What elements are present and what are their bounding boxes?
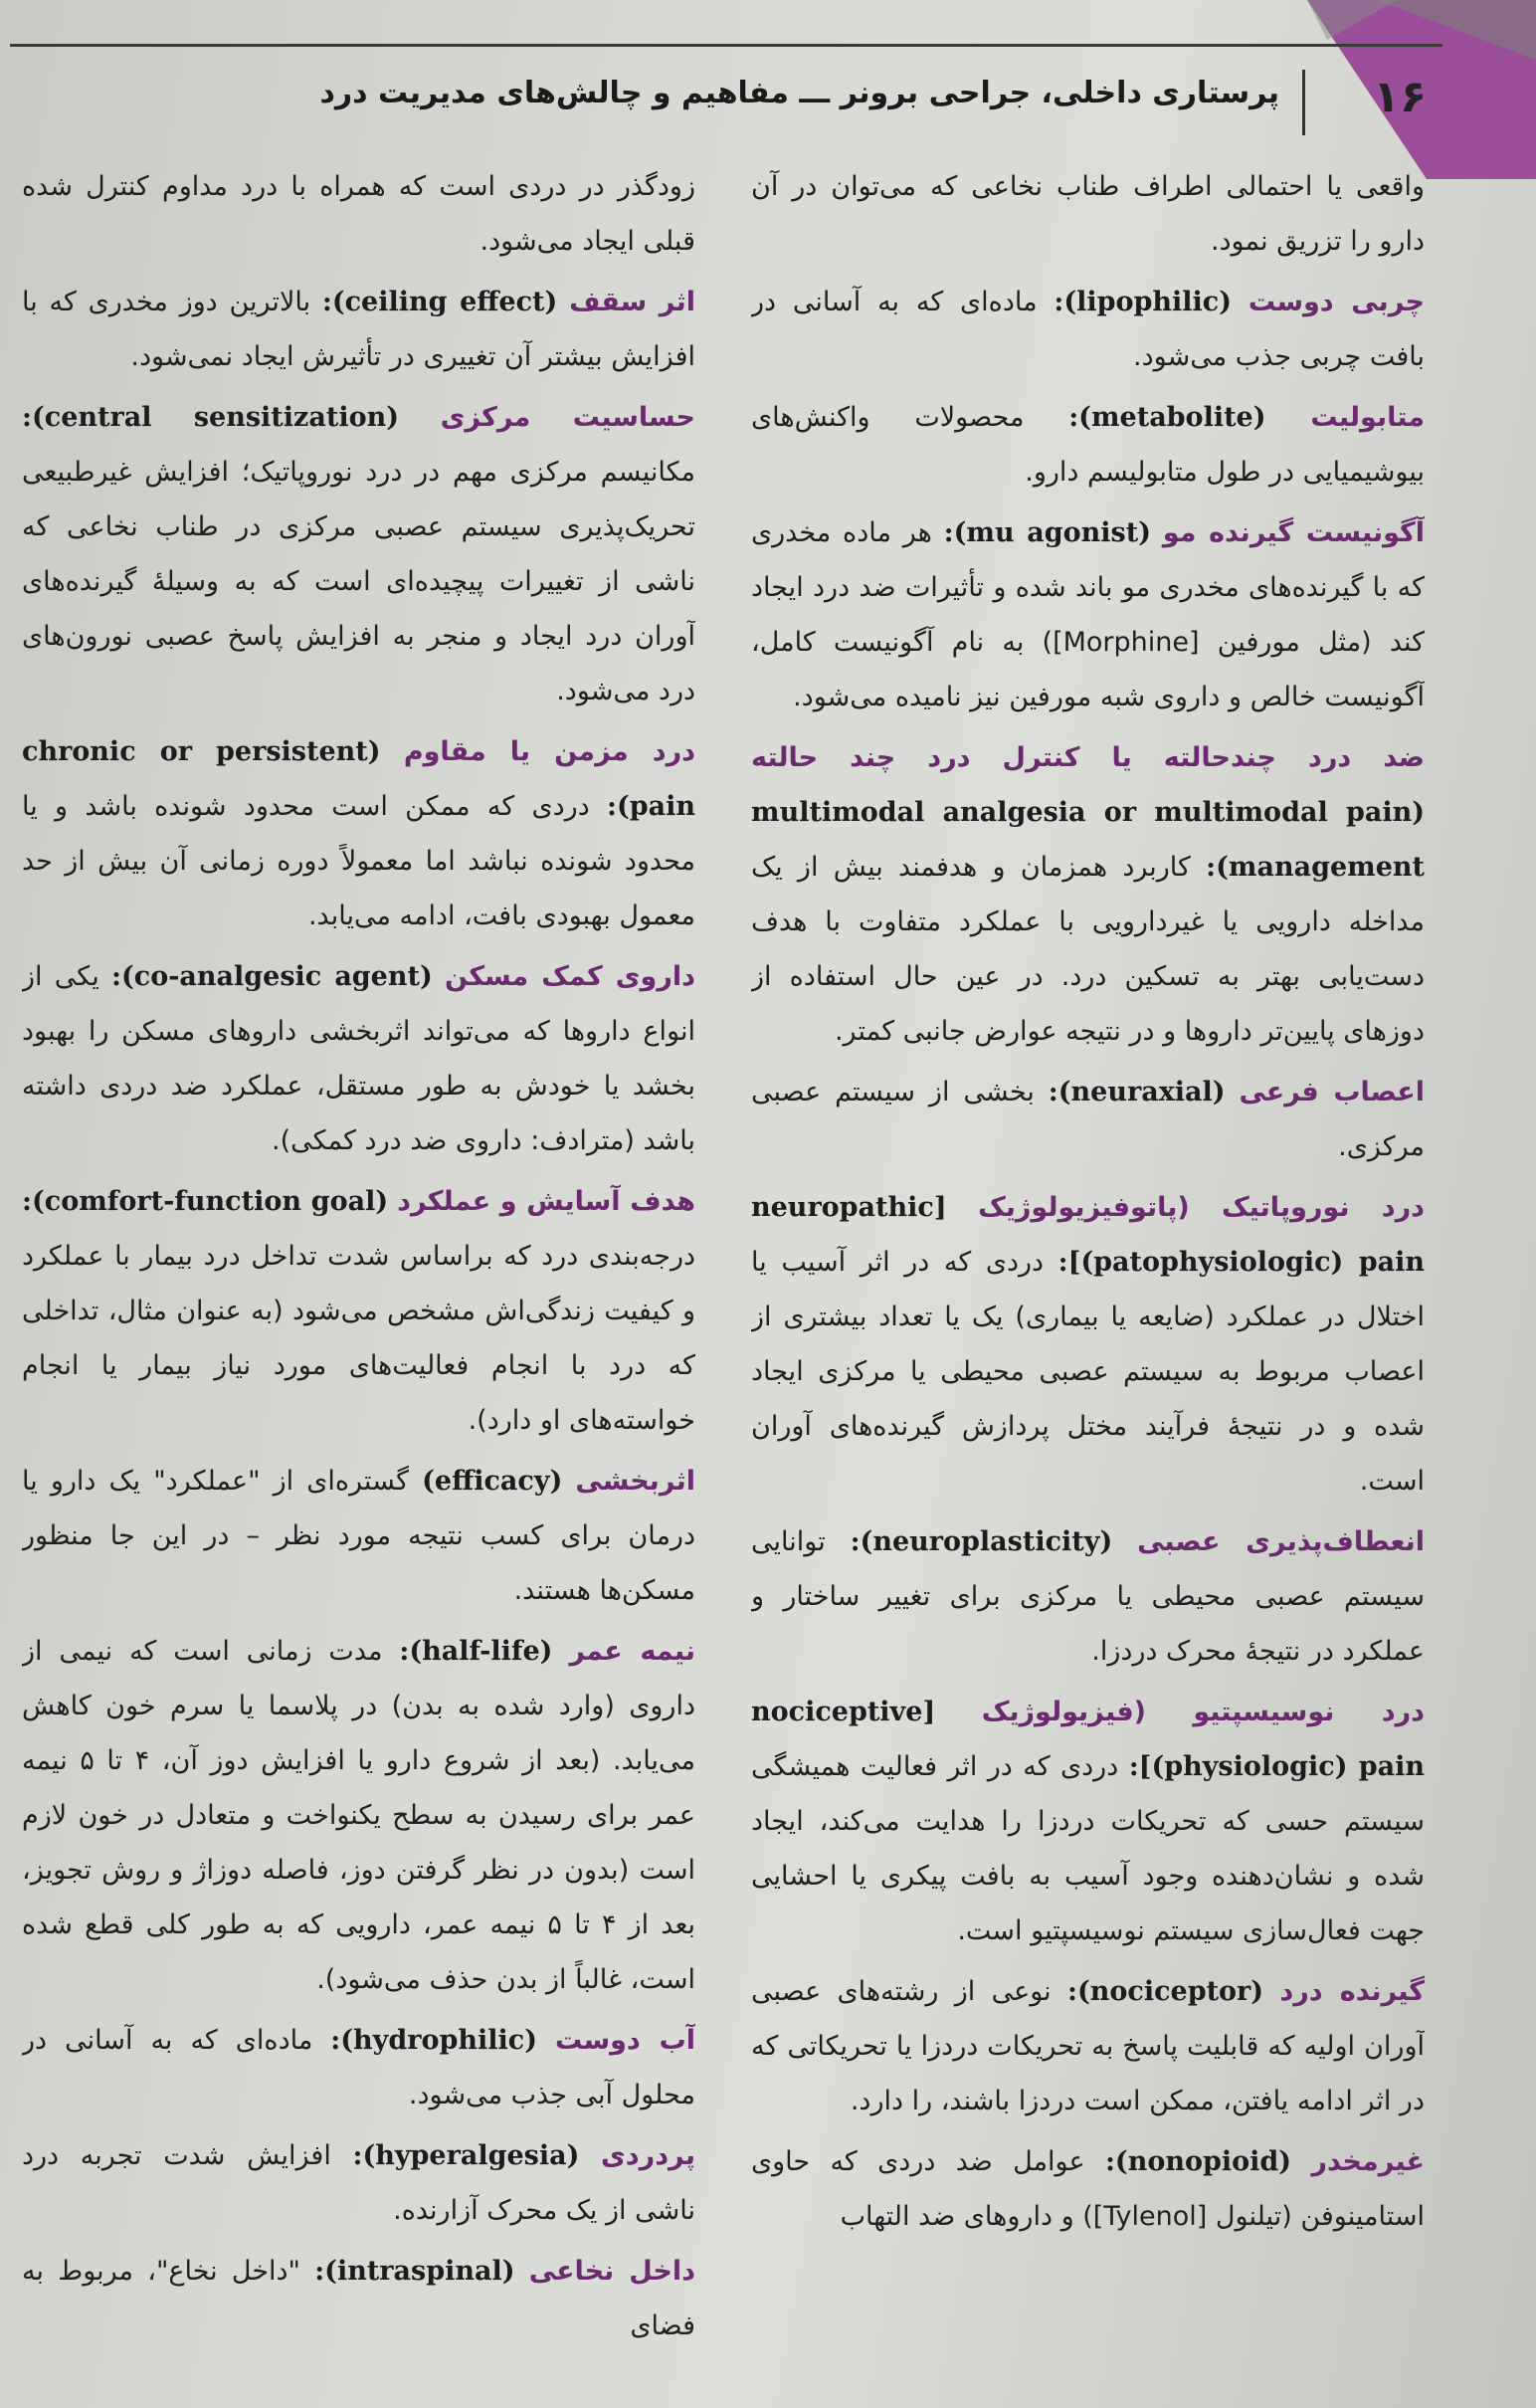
glossary-entry <box>751 275 1425 384</box>
term-fa: متابولیت <box>1310 402 1425 433</box>
glossary-entry <box>751 1514 1425 1679</box>
term-en: (comfort-function goal): <box>22 1186 389 1217</box>
definition: واقعی یا احتمالی اطراف طناب نخاعی که می‌توان در آن دارو را تزریق نمود. <box>751 171 1425 257</box>
term-en: [neuropathic (patophysiologic) pain]: <box>751 1192 1425 1278</box>
term-fa: آگونیست گیرنده مو <box>1162 517 1425 548</box>
term-en: (co-analgesic agent): <box>111 961 433 992</box>
term-en: (multimodal analgesia or multimodal pain management): <box>751 797 1425 883</box>
definition: بالاترین دوز مخدری که با افزایش بیشتر آن تغییری در تأثیرش ایجاد نمی‌شود. <box>22 287 695 372</box>
definition: گستره‌ای از "عملکرد" یک دارو یا درمان برای کسب نتیجه مورد نظر – در این جا منظور مسکن‌ها هستند. <box>22 1466 695 1606</box>
glossary-entry <box>751 730 1425 1059</box>
glossary-entry <box>751 1685 1425 1958</box>
text-columns <box>22 159 1425 2388</box>
term-en: (intraspinal): <box>314 2256 515 2287</box>
definition: افزایش شدت تجربه درد ناشی از یک محرک آزارنده. <box>22 2140 695 2226</box>
term-fa: داخل نخاعی <box>528 2256 695 2287</box>
definition: دردی که در اثر آسیب یا اختلال در عملکرد (ضایعه یا بیماری) یک یا تعداد بیشتری از اعصاب مربوط به سیستم عصبی محیطی یا مرکزی ایجاد شده و در نتیجهٔ فرآیند مختل پردازش گیرنده‌های آوران است. <box>751 1247 1425 1497</box>
definition: مدت زمانی است که نیمی از داروی (وارد شده به بدن) در پلاسما یا سرم خون کاهش می‌یابد. (بعد از شروع دارو یا افزایش دوز آن، ۴ تا ۵ نیمه عمر برای رسیدن به سطح یکنواخت و متعادل در خون لازم است (بدون در نظر گرفتن دوز، فاصله دوزاژ و روش تجویز، بعد از ۴ تا ۵ نیمه عمر، دارویی که به طور کلی قطع شده است، غالباً از بدن حذف می‌شود). <box>22 1636 695 1995</box>
definition: محصولات واکنش‌های بیوشیمیایی در طول متابولیسم دارو. <box>751 402 1425 488</box>
definition: یکی از انواع داروها که می‌تواند اثربخشی داروهای مسکن را بهبود بخشد یا خودش به طور مستقل، عملکرد ضد دردی داشته باشد (مترادف: داروی ضد درد کمکی). <box>22 961 695 1156</box>
definition: توانایی سیستم عصبی محیطی یا مرکزی برای تغییر ساختار و عملکرد در نتیجهٔ محرک دردزا. <box>751 1526 1425 1667</box>
glossary-entry <box>751 390 1425 500</box>
definition: کاربرد همزمان و هدفمند بیش از یک مداخله دارویی یا غیردارویی با عملکرد متفاوت با هدف دست‌یابی بهتر به تسکین درد. در عین حال استفاده از دوزهای پایین‌تر داروها و در نتیجه عوارض جانبی کمتر. <box>751 852 1425 1047</box>
running-header-title: پرستاری داخلی، جراحی برونر ـــ مفاهیم و چالش‌های مدیریت درد <box>319 76 1279 110</box>
header-rule <box>10 44 1442 47</box>
glossary-entry <box>22 1624 695 2007</box>
definition: عوامل ضد دردی که حاوی استامینوفن (تیلنول [Tylenol]) و داروهای ضد التهاب <box>751 2146 1425 2232</box>
term-fa: درد مزمن یا مقاوم <box>403 736 695 767</box>
term-fa: درد نوسیسپتیو (فیزیولوژیک <box>981 1697 1425 1727</box>
glossary-entry <box>22 2013 695 2122</box>
term-en: [nociceptive (physiologic) pain]: <box>751 1697 1425 1782</box>
term-fa: اعصاب فرعی <box>1239 1077 1425 1107</box>
term-fa: پردردی <box>601 2140 695 2171</box>
header-separator <box>1302 70 1305 135</box>
glossary-entry <box>751 2134 1425 2244</box>
term-en: (ceiling effect): <box>321 287 558 317</box>
glossary-entry <box>22 390 695 718</box>
term-fa: اثربخشی <box>575 1466 695 1497</box>
term-fa: انعطاف‌پذیری عصبی <box>1137 1526 1425 1557</box>
definition: ماده‌ای که به آسانی در بافت چربی جذب می‌شود. <box>751 287 1425 372</box>
term-en: (lipophilic): <box>1054 287 1233 317</box>
glossary-entry <box>22 1454 695 1618</box>
glossary-entry <box>751 1180 1425 1508</box>
term-en: (nonopioid): <box>1104 2146 1292 2177</box>
definition: درجه‌بندی درد که براساس شدت تداخل درد بیمار با عملکرد و کیفیت زندگی‌اش مشخص می‌شود (به عنوان مثال، تداخلی که درد با انجام فعالیت‌های مورد نیاز بیمار یا انجام خواسته‌های او دارد). <box>22 1241 695 1436</box>
term-fa: چربی دوست <box>1248 287 1425 317</box>
glossary-entry <box>22 159 695 269</box>
glossary-entry <box>22 275 695 384</box>
definition: نوعی از رشته‌های عصبی آوران اولیه که قابلیت پاسخ به تحریکات دردزا یا تحریکاتی که در اثر ادامه یافتن، ممکن است دردزا باشند، را دارد. <box>751 1976 1425 2116</box>
term-en: (mu agonist): <box>943 517 1151 548</box>
glossary-entry <box>751 505 1425 724</box>
definition: "داخل نخاع"، مربوط به فضای <box>22 2256 695 2341</box>
term-fa: گیرنده درد <box>1279 1976 1425 2007</box>
term-fa: اثر سقف <box>569 287 695 317</box>
definition: مکانیسم مرکزی مهم در درد نوروپاتیک؛ افزایش غیرطبیعی تحریک‌پذیری سیستم عصبی مرکزی در طناب نخاعی که ناشی از تغییرات پیچیده‌ای است که به وسیلهٔ گیرنده‌های آوران درد ایجاد و منجر به افزایش پاسخ عصبی نورون‌های درد می‌شود. <box>22 457 695 706</box>
term-fa: نیمه عمر <box>569 1636 695 1667</box>
definition: دردی که ممکن است محدود شونده باشد و یا محدود شونده نباشد اما معمولاً دوره زمانی آن بیش از حد معمول بهبودی بافت، ادامه می‌یابد. <box>22 791 695 931</box>
term-en: (chronic or persistent pain): <box>22 736 695 822</box>
term-fa: ضد درد چندحالته یا کنترل درد چند حالته <box>751 742 1425 773</box>
term-en: (neuraxial): <box>1048 1077 1226 1107</box>
glossary-entry <box>22 2244 695 2353</box>
term-fa: حساسیت مرکزی <box>440 402 695 433</box>
definition: بخشی از سیستم عصبی مرکزی. <box>751 1077 1425 1162</box>
term-en: (hydrophilic): <box>330 2025 537 2056</box>
term-en: (hyperalgesia): <box>352 2140 580 2171</box>
term-fa: آب دوست <box>555 2025 695 2056</box>
term-en: (metabolite): <box>1068 402 1266 433</box>
term-fa: هدف آسایش و عملکرد <box>397 1186 695 1217</box>
definition: دردی که در اثر فعالیت همیشگی سیستم حسی که تحریکات دردزا را هدایت می‌کند، ایجاد شده و نشان‌دهنده وجود آسیب به بافت پیکری یا احشایی جهت فعال‌سازی سیستم نوسیسپتیو است. <box>751 1751 1425 1946</box>
term-fa: غیرمخدر <box>1311 2146 1425 2177</box>
term-fa: داروی کمک مسکن <box>445 961 695 992</box>
definition: هر ماده مخدری که با گیرنده‌های مخدری مو باند شده و تأثیرات ضد درد ایجاد کند (مثل مورفین [Morphine]) به نام آگونیست کامل، آگونیست خالص و داروی شبه مورفین نیز نامیده می‌شود. <box>751 517 1425 712</box>
glossary-entry <box>751 159 1425 269</box>
term-en: (half-life): <box>399 1636 553 1667</box>
definition: زودگذر در دردی است که همراه با درد مداوم کنترل شده قبلی ایجاد می‌شود. <box>22 171 695 257</box>
glossary-entry <box>22 724 695 943</box>
glossary-entry <box>751 1964 1425 2128</box>
glossary-entry <box>22 2128 695 2238</box>
term-en: (efficacy) <box>422 1466 563 1497</box>
term-en: (nociceptor): <box>1066 1976 1264 2007</box>
glossary-entry <box>22 1174 695 1448</box>
glossary-entry <box>751 1065 1425 1174</box>
term-en: (central sensitization): <box>22 402 400 433</box>
page-number: ۱۶ <box>1373 72 1427 122</box>
left-column <box>751 159 1425 2388</box>
glossary-entry <box>22 949 695 1168</box>
definition: ماده‌ای که به آسانی در محلول آبی جذب می‌شود. <box>22 2025 695 2110</box>
term-en: (neuroplasticity): <box>850 1526 1113 1557</box>
right-column <box>22 159 695 2388</box>
term-fa: درد نوروپاتیک (پاتوفیزیولوژیک <box>978 1192 1425 1223</box>
